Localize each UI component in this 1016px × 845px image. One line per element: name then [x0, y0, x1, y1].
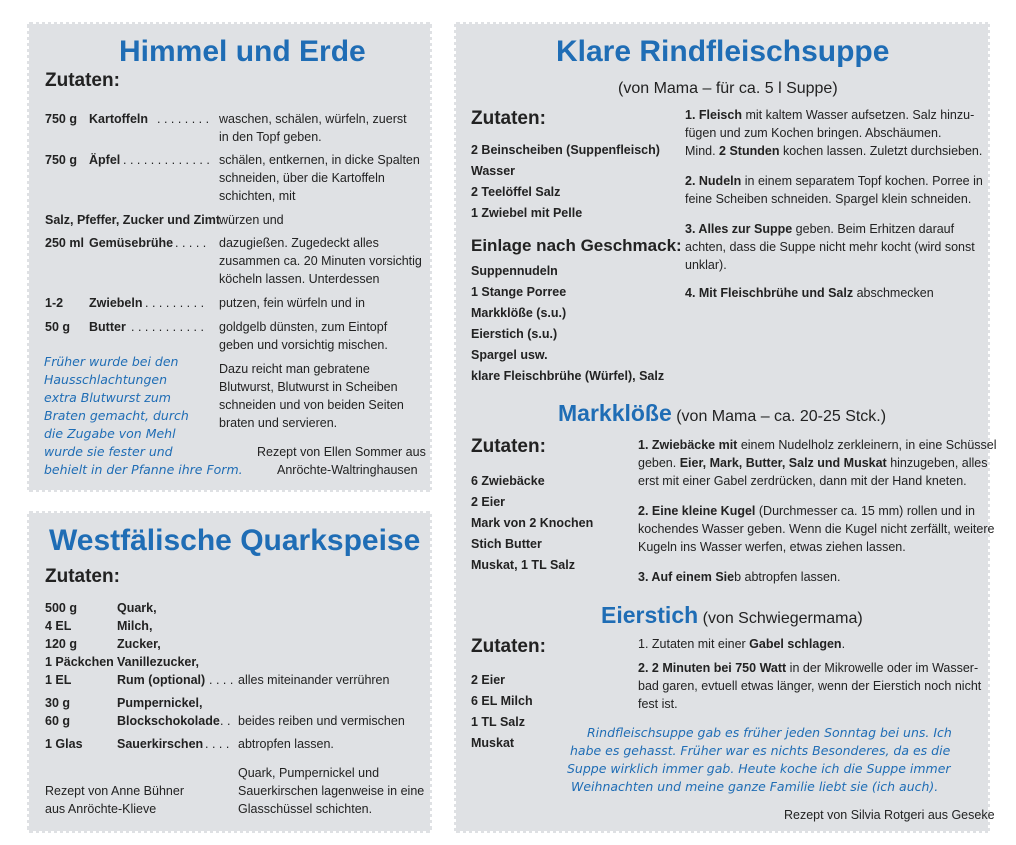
mark-step-2-a: 2. Eine kleine Kugel: [638, 504, 756, 518]
himmel-handwritten-note: die Zugabe von Mehl: [44, 426, 176, 441]
mark-ingredient: 2 Eier: [471, 495, 506, 509]
eier-step-1-b: Gabel schlagen: [749, 637, 842, 651]
quark-ingredient: Vanillezucker,: [117, 655, 199, 669]
suppe-step-4-bold: 4. Mit Fleischbrühe und Salz: [685, 286, 854, 300]
mark-step-1-b: einem Nudelholz zerkleinern, in eine Schüssel: [737, 438, 997, 452]
quark-final: Glasschüssel schichten.: [238, 802, 373, 816]
himmel-extra: Blutwurst, Blutwurst in Scheiben: [219, 380, 398, 394]
himmel-extra: schneiden und von beiden Seiten: [219, 398, 404, 412]
mark-step-1-c: geben.: [638, 456, 680, 470]
suppe-einlage-item: Eierstich (s.u.): [471, 327, 558, 341]
eier-ingredient: 6 EL Milch: [471, 694, 533, 708]
mark-step-1-a: 1. Zwiebäcke mit: [638, 438, 738, 452]
quark-qty: 1 Päckchen: [45, 655, 114, 669]
mark-step-1: [638, 436, 997, 454]
suppe-step-1-cont: fügen und zum Kochen bringen. Abschäumen.: [685, 126, 942, 140]
himmel-ingredient: Kartoffeln: [89, 112, 149, 126]
quark-qty: 30 g: [45, 696, 71, 710]
mark-step-3-a: 3. Auf einem Sie: [638, 570, 735, 584]
eier-header: [601, 602, 863, 629]
himmel-step: schneiden, über die Kartoffeln: [219, 171, 385, 185]
mark-ingredient: Stich Butter: [471, 537, 542, 551]
quark-ingredient: Sauerkirschen: [117, 737, 204, 751]
suppe-step-2-cont: feine Scheiben schneiden. Spargel klein schneiden.: [685, 192, 972, 206]
suppe-einlage-item: 1 Stange Porree: [471, 285, 567, 299]
suppe-subtitle: (von Mama – für ca. 5 l Suppe): [618, 80, 838, 97]
himmel-step: goldgelb dünsten, zum Eintopf: [219, 320, 388, 334]
quark-qty: 4 EL: [45, 619, 72, 633]
mark-step-1-d: Eier, Mark, Butter, Salz und Muskat: [679, 456, 887, 470]
himmel-qty: 50 g: [45, 320, 71, 334]
himmel-credit: Rezept von Ellen Sommer aus: [257, 445, 426, 459]
suppe-step-1-text: mit kaltem Wasser aufsetzen. Salz hinzu-: [741, 108, 975, 122]
mark-step-1-e: hinzugeben, alles: [886, 456, 988, 470]
suppe-step-3-cont: achten, dass die Suppe nicht mehr kocht (wird sonst: [685, 240, 975, 254]
himmel-ingredient: Gemüsebrühe: [89, 236, 174, 250]
himmel-qty: 750 g: [45, 153, 77, 167]
suppe-step-1-last-a: Mind.: [685, 144, 720, 158]
suppe-ingredient: 2 Beinscheiben (Suppenfleisch): [471, 143, 660, 157]
eier-ingredient: 1 TL Salz: [471, 715, 525, 729]
suppe-step-1-last: [685, 142, 982, 160]
mark-subtitle: (von Mama – ca. 20-25 Stck.): [676, 408, 887, 425]
suppe-step-3: [685, 220, 954, 238]
himmel-step: waschen, schälen, würfeln, zuerst: [219, 112, 407, 126]
suppe-ingredient: Wasser: [471, 164, 516, 178]
mark-step-1-line3: erst mit einer Gabel zerdrücken, dann mit der Hand kneten.: [638, 474, 967, 488]
himmel-step: würzen und: [219, 213, 284, 227]
eier-step-2-a: 2. 2 Minuten bei 750 Watt: [638, 661, 787, 675]
quark-dots: . . . .: [205, 737, 230, 751]
mark-step-2-line3: Kugeln ins Wasser werfen, etwas ziehen lassen.: [638, 540, 906, 554]
eier-step-1: [638, 635, 845, 653]
suppe-step-2-text: in einem separatem Topf kochen. Porree in: [741, 174, 983, 188]
mark-step-2: [638, 502, 975, 520]
quark-dots: . . . .: [209, 673, 234, 687]
himmel-dots: . . . . . . . . .: [145, 296, 205, 310]
eier-step-2: [638, 659, 978, 677]
himmel-step: in den Topf geben.: [219, 130, 322, 144]
himmel-ingredient: Butter: [89, 320, 126, 334]
himmel-step: dazugießen. Zugedeckt alles: [219, 236, 379, 250]
quark-ingredient: Milch,: [117, 619, 153, 633]
himmel-ingredient: Salz, Pfeffer, Zucker und Zimt: [45, 213, 221, 227]
himmel-extra: braten und servieren.: [219, 416, 338, 430]
suppe-step-4-text: abschmecken: [853, 286, 934, 300]
eier-step-2-b: in der Mikrowelle oder im Wasser-: [786, 661, 979, 675]
quark-qty: 1 EL: [45, 673, 72, 687]
himmel-step: schälen, entkernen, in dicke Spalten: [219, 153, 420, 167]
suppe-step-1: [685, 106, 974, 124]
mark-step-3-b: b abtropfen lassen.: [734, 570, 841, 584]
quark-step: abtropfen lassen.: [238, 737, 334, 751]
mark-step-3: [638, 568, 840, 586]
eier-title: Eierstich: [601, 602, 699, 628]
quark-ingredient: Blockschokolade: [117, 714, 220, 728]
quark-ingredient: Rum (optional): [117, 673, 206, 687]
himmel-handwritten-note: wurde sie fester und: [44, 444, 173, 459]
mark-title: Markklöße: [558, 400, 672, 426]
quark-step: alles miteinander verrühren: [238, 673, 390, 687]
suppe-step-1-bold: 1. Fleisch: [685, 108, 742, 122]
mark-step-1-line2: [638, 454, 988, 472]
mark-ingredient: Mark von 2 Knochen: [471, 516, 594, 530]
himmel-handwritten-note: Früher wurde bei den: [44, 354, 179, 369]
quark-step: beides reiben und vermischen: [238, 714, 405, 728]
himmel-dots: . . . . .: [175, 236, 207, 250]
suppe-ingredient: 1 Zwiebel mit Pelle: [471, 206, 583, 220]
himmel-handwritten-note: Braten gemacht, durch: [44, 408, 189, 423]
eier-step-2-line2: bad garen, evtuell etwas länger, wenn der Eierstich noch nicht: [638, 679, 982, 693]
quark-card: [27, 511, 432, 833]
himmel-step: zusammen ca. 20 Minuten vorsichtig: [219, 254, 422, 268]
eier-step-1-a: 1. Zutaten mit einer: [638, 637, 750, 651]
himmel-title: Himmel und Erde: [119, 35, 366, 68]
mark-step-2-line2: kochendes Wasser geben. Wenn die Kugel nicht zerfällt, weitere: [638, 522, 995, 536]
suppe-step-4: [685, 284, 934, 302]
himmel-card: [27, 22, 432, 492]
suppe-step-1-last-b: 2 Stunden: [719, 144, 780, 158]
suppe-step-1-last-c: kochen lassen. Zuletzt durchsieben.: [779, 144, 983, 158]
eier-step-2-line3: fest ist.: [638, 697, 678, 711]
eier-step-1-c: .: [841, 637, 846, 651]
quark-title: Westfälische Quarkspeise: [49, 524, 421, 557]
quark-qty: 500 g: [45, 601, 77, 615]
eier-subtitle: (von Schwiegermama): [702, 610, 863, 627]
suppe-step-3-bold: 3. Alles zur Suppe: [685, 222, 793, 236]
himmel-step: putzen, fein würfeln und in: [219, 296, 365, 310]
mark-ingredient: Muskat, 1 TL Salz: [471, 558, 575, 572]
quark-final: Sauerkirschen lagenweise in eine: [238, 784, 425, 798]
mark-step-2-b: (Durchmesser ca. 15 mm) rollen und in: [755, 504, 975, 518]
suppe-einlage-item: Spargel usw.: [471, 348, 548, 362]
suppe-einlage-item: klare Fleischbrühe (Würfel), Salz: [471, 369, 665, 383]
himmel-extra: Dazu reicht man gebratene: [219, 362, 370, 376]
himmel-dots: . . . . . . . . . . . . .: [123, 153, 210, 167]
quark-credit: aus Anröchte-Klieve: [45, 802, 157, 816]
quark-ingredient: Pumpernickel,: [117, 696, 203, 710]
himmel-step: geben und vorsichtig mischen.: [219, 338, 388, 352]
mark-header: [558, 400, 886, 427]
eier-zutaten-heading: Zutaten:: [471, 636, 546, 657]
himmel-handwritten-note: behielt in der Pfanne ihre Form.: [44, 462, 243, 477]
eier-handwritten-note: Rindfleischsuppe gab es früher jeden Sonntag bei uns. Ich: [587, 725, 952, 740]
himmel-ingredient: Äpfel: [89, 153, 121, 167]
quark-dots: . .: [220, 714, 231, 728]
suppe-step-3-text: geben. Beim Erhitzen darauf: [792, 222, 955, 236]
mark-zutaten-heading: Zutaten:: [471, 436, 546, 457]
quark-zutaten-heading: Zutaten:: [45, 566, 120, 587]
suppe-step-2-bold: 2. Nudeln: [685, 174, 742, 188]
suppe-einlage-item: Markklöße (s.u.): [471, 306, 567, 320]
quark-qty: 1 Glas: [45, 737, 83, 751]
eier-handwritten-note: Weihnachten und meine ganze Familie liebt sie (ich auch).: [571, 779, 939, 794]
himmel-handwritten-note: extra Blutwurst zum: [44, 390, 171, 405]
himmel-qty: 1-2: [45, 296, 64, 310]
quark-qty: 120 g: [45, 637, 77, 651]
quark-final: Quark, Pumpernickel und: [238, 766, 380, 780]
mark-ingredient: 6 Zwiebäcke: [471, 474, 545, 488]
suppe-einlage-item: Suppennudeln: [471, 264, 558, 278]
himmel-step: köcheln lassen. Unterdessen: [219, 272, 380, 286]
himmel-ingredient: Zwiebeln: [89, 296, 143, 310]
himmel-handwritten-note: Hausschlachtungen: [44, 372, 168, 387]
suppe-ingredient: 2 Teelöffel Salz: [471, 185, 561, 199]
quark-credit: Rezept von Anne Bühner: [45, 784, 184, 798]
himmel-zutaten-heading: Zutaten:: [45, 70, 120, 91]
quark-qty: 60 g: [45, 714, 71, 728]
eier-credit: Rezept von Silvia Rotgeri aus Geseke: [784, 808, 995, 822]
suppe-title: Klare Rindfleischsuppe: [556, 35, 890, 68]
himmel-qty: 750 g: [45, 112, 77, 126]
suppe-step-2: [685, 172, 983, 190]
suppe-einlage-heading: Einlage nach Geschmack:: [471, 236, 682, 255]
suppe-zutaten-heading: Zutaten:: [471, 108, 546, 129]
himmel-credit: Anröchte-Waltringhausen: [277, 463, 418, 477]
eier-handwritten-note: Suppe wirklich immer gab. Heute koche ich die Suppe immer: [567, 761, 951, 776]
himmel-step: schichten, mit: [219, 189, 296, 203]
quark-ingredient: Zucker,: [117, 637, 161, 651]
suppe-card: [454, 22, 997, 833]
himmel-dots: . . . . . . . . . . .: [131, 320, 204, 334]
himmel-qty: 250 ml: [45, 236, 84, 250]
eier-handwritten-note: habe es gehasst. Früher war es nichts Besonderes, da es die: [570, 743, 951, 758]
eier-ingredient: Muskat: [471, 736, 515, 750]
suppe-step-3-cont: unklar).: [685, 258, 727, 272]
quark-ingredient: Quark,: [117, 601, 157, 615]
eier-ingredient: 2 Eier: [471, 673, 506, 687]
himmel-dots: . . . . . . . .: [157, 112, 210, 126]
